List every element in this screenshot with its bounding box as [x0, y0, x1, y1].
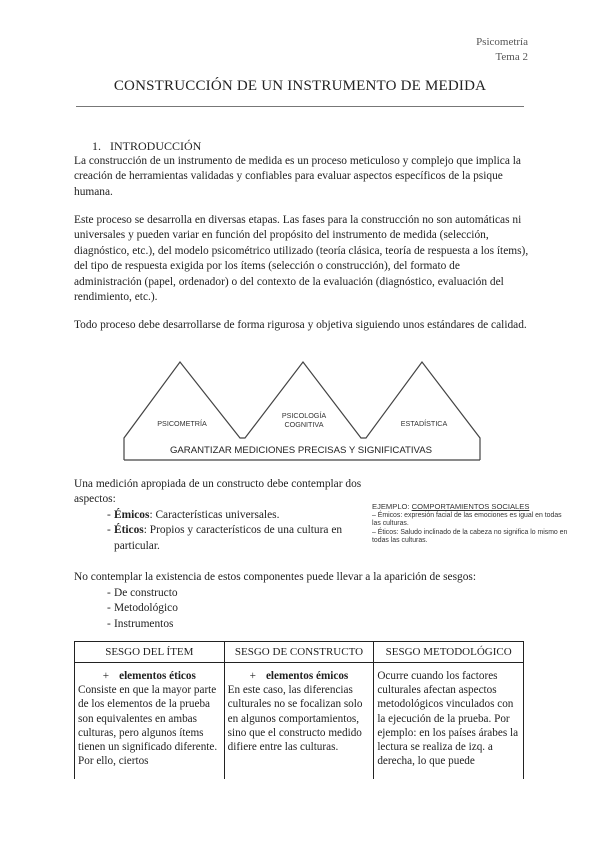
- aspect-term: Émicos: [114, 509, 150, 521]
- example-line: – Éticos: Saludo inclinado de la cabeza no significa lo mismo en todas las culturas.: [372, 528, 568, 545]
- cell-heading: [78, 669, 221, 683]
- header-topic: Tema 2: [495, 51, 528, 63]
- peak-label-cognitiva: COGNITIVA: [284, 420, 324, 429]
- page-title: CONSTRUCCIÓN DE UN INSTRUMENTO DE MEDIDA: [113, 78, 487, 94]
- aspect-term: Éticos: [114, 524, 144, 537]
- biases-list: [90, 586, 350, 632]
- aspects-list: [90, 508, 360, 554]
- aspect-desc: : Propios y característicos de una cultura en particular.: [114, 524, 343, 552]
- bullet: +: [249, 670, 256, 682]
- cell-text: Consiste en que la mayor parte de los elementos de la prueba son equivalentes en ambas culturas, pero algunos ítems tienen un significado diferente. Por ello, ciertos: [78, 684, 218, 768]
- paragraph-phases: Este proceso se desarrolla en diversas etapas. Las fases para la construcción no son automáticas ni universales y pueden variar en función del propósito del instrumento de medida (selección, diagnóstico, etc.), del modelo psicométrico utilizado (teoría clásica, teoría de respuesta a los ítems), del tipo de respuesta exigida por los ítems (selección o construcción), del formato de administración (papel, ordenador) o del contexto de la evaluación (diagnóstico, evaluación del rendimiento, etc.).: [74, 214, 529, 304]
- section-number: 1.: [92, 139, 101, 153]
- cell-text: En este caso, las diferencias culturales no se focalizan solo en algunos comportamientos, sino que el constructo medido difiere entre las culturas.: [227, 684, 363, 754]
- cell-heading-text: elementos éticos: [119, 670, 196, 682]
- cell-heading: [228, 669, 371, 683]
- peak-label-psicologia: PSICOLOGÍA: [281, 411, 327, 420]
- column-header: SESGO DEL ÍTEM: [75, 642, 225, 663]
- biases-intro: No contemplar la existencia de estos componentes puede llevar a la aparición de sesgos:: [74, 571, 477, 583]
- diagram-base-label: GARANTIZAR MEDICIONES PRECISAS Y SIGNIFICATIVAS: [169, 445, 433, 456]
- paragraph-quality: Todo proceso debe desarrollarse de forma rigurosa y objetiva siguiendo unos estándares de calidad.: [74, 319, 527, 331]
- bullet: +: [102, 670, 110, 682]
- table-cell-method-bias: [374, 663, 524, 780]
- section-heading: [92, 139, 201, 154]
- list-item: - Metodológico: [90, 601, 350, 616]
- disciplines-diagram: [118, 356, 486, 466]
- peak-label-psicometria: PSICOMETRÍA: [157, 419, 207, 428]
- bias-table: [74, 641, 524, 779]
- paragraph-intro: La construcción de un instrumento de medida es un proceso meticuloso y complejo que implica la creación de herramientas validadas y confiables para evaluar aspectos específicos de la psique humana.: [74, 155, 521, 198]
- table-row: [75, 663, 524, 780]
- table-header-row: [75, 642, 524, 663]
- example-label: EJEMPLO:: [372, 502, 412, 511]
- section-title: INTRODUCCIÓN: [110, 139, 202, 153]
- list-item: - De constructo: [90, 586, 350, 601]
- list-item: [90, 523, 360, 554]
- example-note: [372, 503, 572, 546]
- list-item: [90, 508, 360, 523]
- title-divider: [76, 106, 524, 107]
- column-header: SESGO METODOLÓGICO: [374, 642, 524, 663]
- cell-text: Ocurre cuando los factores culturales afectan aspectos metodológicos vinculados con la ejecución de la prueba. Por ejemplo: en los países árabes la lectura se realiza de izq. a derecha, lo que puede: [377, 670, 519, 768]
- aspect-desc: : Características universales.: [149, 509, 280, 521]
- cell-heading-text: elementos émicos: [265, 670, 349, 682]
- table-cell-item-bias: [75, 663, 225, 780]
- table-cell-construct-bias: [224, 663, 374, 780]
- header-subject: Psicometría: [476, 36, 528, 48]
- example-title: [372, 503, 572, 512]
- example-line: – Émicos: expresión facial de las emociones es igual en todas las culturas.: [372, 511, 562, 528]
- peak-label-estadistica: ESTADÍSTICA: [400, 419, 448, 428]
- column-header: SESGO DE CONSTRUCTO: [224, 642, 374, 663]
- list-item: - Instrumentos: [90, 617, 350, 632]
- example-topic: COMPORTAMIENTOS SOCIALES: [411, 502, 530, 511]
- aspects-intro: Una medición apropiada de un constructo debe contemplar dos aspectos:: [74, 478, 362, 506]
